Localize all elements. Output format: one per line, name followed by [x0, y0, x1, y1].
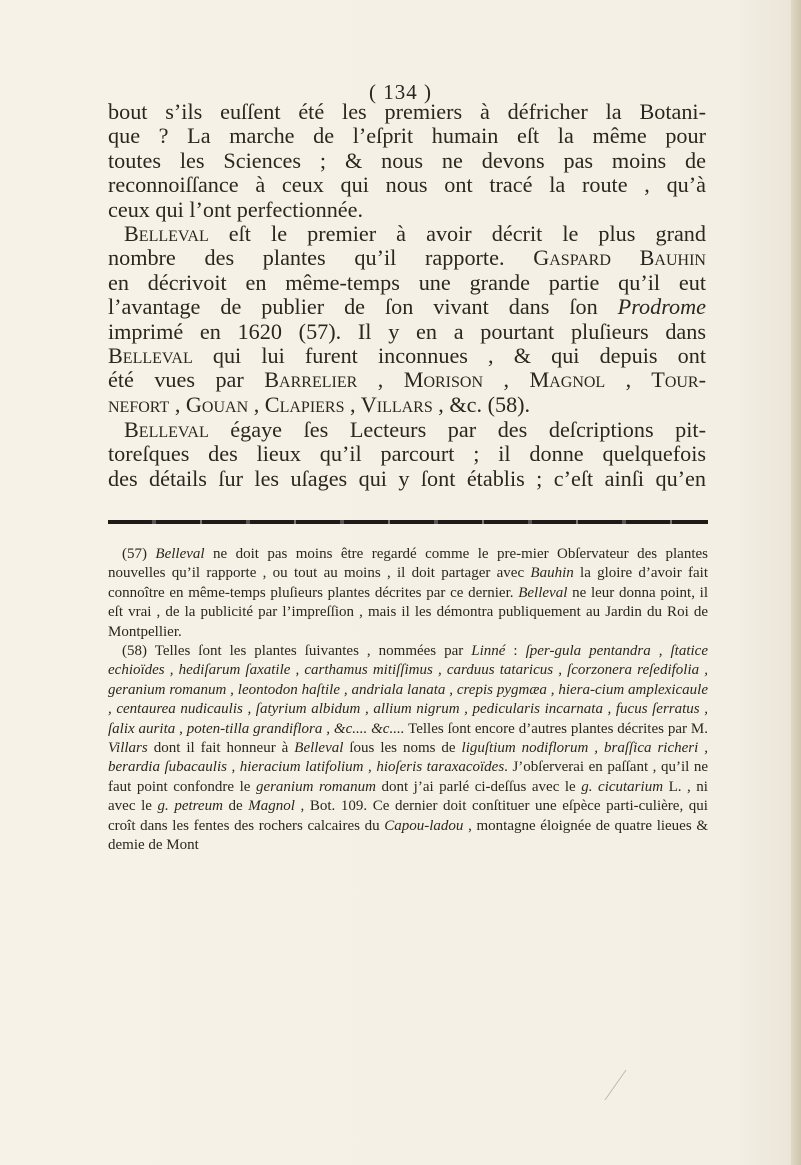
text-line — [108, 246, 706, 270]
author-name: Belleval — [294, 740, 344, 757]
footnote-57 — [108, 545, 708, 642]
footnote-divider — [108, 520, 708, 524]
text-line — [108, 295, 706, 319]
text-line — [108, 418, 706, 442]
plant-list: liguſtium nodiflorum , braſſica richeri , berardia ſubacaulis , hieracium latifolium , hioſeris taraxacoïdes — [108, 740, 708, 776]
body-paragraph-3 — [108, 418, 706, 491]
author-names: Barrelier , Morison , Magnol , Tour- — [264, 367, 706, 393]
text-span: l’avantage de publier de ſon vivant dans ſon — [108, 294, 618, 320]
text-span: dont il fait honneur à — [147, 740, 295, 757]
text-line: reconnoiſſance à ceux qui nous ont tracé la route , qu’à — [108, 172, 706, 198]
author-name: Belleval — [108, 343, 193, 369]
place-name: Capou-ladou — [384, 817, 464, 834]
text-span: , &c. (58). — [432, 391, 531, 417]
page-edge — [791, 0, 801, 1165]
text-span: été vues par — [108, 367, 265, 393]
text-span: , Bot. 109. Ce dernier doit conſtituer une eſpèce parti-culière, qui croît dans les fentes des rochers calcaires du — [108, 798, 708, 834]
footnote-number: (57) — [122, 546, 156, 562]
pencil-mark — [604, 1070, 666, 1100]
author-name: Magnol — [248, 798, 295, 815]
author-name: Linné — [471, 643, 506, 660]
author-name: Belleval — [155, 546, 205, 562]
text-line — [108, 344, 706, 368]
author-name: Villars — [108, 740, 148, 757]
text-line: toreſques des lieux qu’il parcourt ; il donne quelquefois — [108, 441, 706, 467]
author-name: Belleval — [124, 221, 209, 246]
text-line: toutes les Sciences ; & nous ne devons pas moins de — [108, 147, 706, 173]
text-span: nombre des plantes qu’il rapporte. — [108, 245, 534, 271]
plant-name: g. cicutarium — [581, 778, 664, 795]
text-line: imprimé en 1620 (57). Il y en a pourtant pluſieurs dans — [108, 318, 706, 344]
author-name: Belleval — [518, 584, 568, 601]
text-span: Telles ſont encore d’autres plantes décrites par M. — [404, 720, 708, 737]
text-span: Telles ſont les plantes ſuivantes , nommées par — [154, 643, 472, 660]
text-line: ceux qui l’ont perfectionnée. — [108, 196, 364, 222]
body-paragraph-1 — [108, 100, 706, 222]
text-span: la gloire d’avoir fait connoître en même-temps pluſieurs plantes décrites par ce dernier. — [108, 565, 708, 601]
text-line — [108, 368, 706, 392]
text-span: , montagne éloignée de quatre lieues & demie de Mont — [108, 817, 708, 854]
text-line: des détails ſur les uſages qui y ſont établis ; c’eſt ainſi qu’en — [108, 465, 706, 491]
text-span: ne doit pas moins être regardé comme le pre-mier Obſervateur des plantes nouvelles qu’il rapporte , ou tout au moins , il doit partager avec — [108, 546, 708, 582]
book-title: Prodrome — [617, 294, 706, 320]
text-span: égaye ſes Lecteurs par des deſcriptions pit- — [208, 417, 706, 442]
text-span: L. , ni avec le — [108, 778, 708, 815]
author-names: nefort , Gouan , Clapiers , Villars — [108, 391, 433, 417]
author-name: Gaspard Bauhin — [533, 245, 706, 271]
footnote-number: (58) — [122, 643, 155, 660]
text-line: que ? La marche de l’eſprit humain eſt la même pour — [108, 123, 706, 149]
text-span: . J’obſerverai en paſſant , qu’il ne faut point confondre le — [108, 759, 708, 795]
text-span: : — [505, 643, 526, 660]
text-span: de — [222, 798, 249, 815]
text-line: en décrivoit en même-temps une grande partie qu’il eut — [108, 269, 706, 295]
author-name: Bauhin — [530, 565, 574, 582]
plant-name: geranium romanum — [255, 778, 376, 795]
footnote-58 — [108, 642, 708, 855]
page-number: ( 134 ) — [369, 80, 432, 104]
text-span: ne leur donna point, il eſt vrai , de la publicité par l’impreſſion , mais il les démontra publiquement au Jardin du Roi de Montpellier. — [108, 584, 708, 640]
body-paragraph-2 — [108, 222, 706, 417]
text-line — [108, 222, 706, 246]
text-span: eſt le premier à avoir décrit le plus grand — [208, 221, 706, 246]
text-span: qui lui furent inconnues , & qui depuis ont — [192, 343, 706, 369]
text-line — [108, 393, 706, 417]
text-line: bout s’ils euſſent été les premiers à défricher la Botani- — [108, 99, 706, 124]
plant-name: g. petreum — [157, 798, 223, 815]
text-span: dont j’ai parlé ci-deſſus avec le — [375, 778, 582, 795]
text-span: ſous les noms de — [343, 740, 462, 757]
author-name: Belleval — [124, 417, 209, 442]
footnotes — [108, 545, 708, 856]
plant-list: ſper-gula pentandra , ſtatice echioïdes , hediſarum ſaxatile , carthamus mitiſſimus , carduus tataricus , ſcorzonera reſedifolia , geranium romanum , leontodon haſtile , andriala lanata , crepis pygmæa , hiera-cium amplexicaule , centaurea nudicaulis , ſatyrium albidum , allium nigrum , pedicularis incarnata , fucus ſerratus , ſalix aurita , poten-tilla grandiflora , &c.... &c.... — [108, 643, 708, 737]
